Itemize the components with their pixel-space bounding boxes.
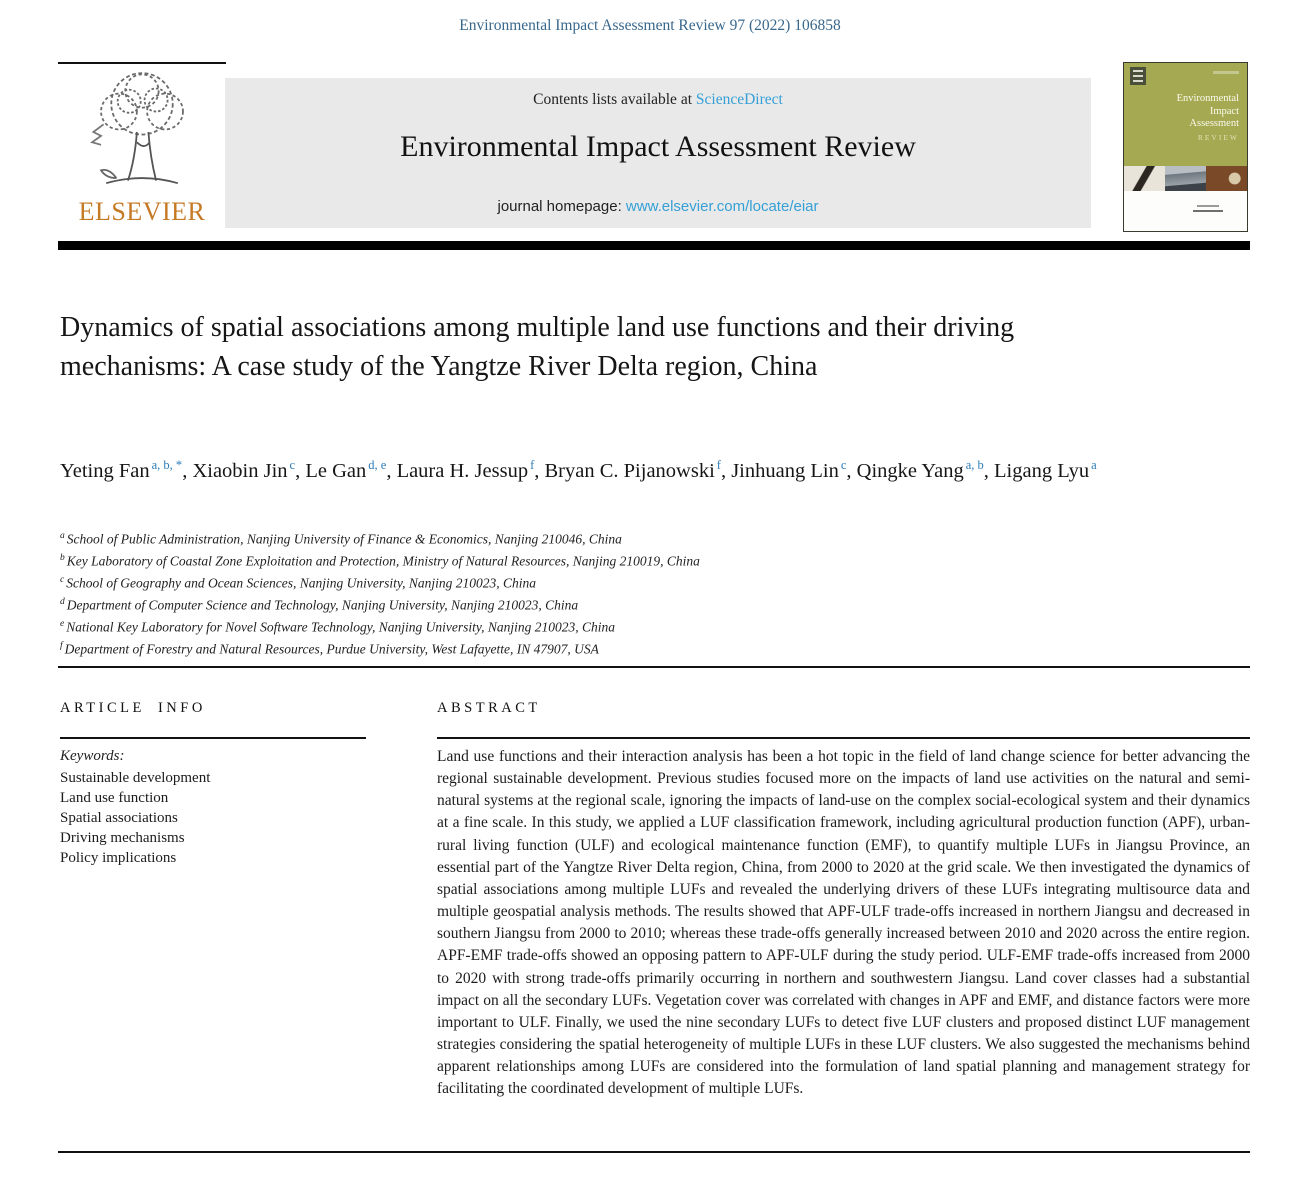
affiliation-text: Department of Computer Science and Technology, Nanjing University, Nanjing 210023, China [66,597,579,613]
author-name: Bryan C. Pijanowski [544,459,715,482]
author [545,460,732,482]
cover-photo-strip [1124,166,1247,191]
author-name: Yeting Fan [60,459,150,482]
abstract-text: Land use functions and their interaction analysis has been a hot topic in the field of land change science for better advancing the regional sustainable development. Previous studies focused more on the impacts of land use activities on the natural and semi-natural systems at the regional scale, ignoring the impacts of land-use on the complex social-ecological system and their dynamics at a fine scale. In this study, we applied a LUF classification framework, including agricultural production function (APF), urban-rural living function (ULF) and ecological maintenance function (EMF), to quantify multiple LUFs in Jiangsu Province, an essential part of the Yangtze River Delta region, China, from 2000 to 2020 at the grid scale. We then investigated the dynamics of spatial associations among multiple LUFs and revealed the underlying drivers of these LUFs integrating multisource data and multiple geospatial analysis methods. The results showed that APF-ULF trade-offs increased in northern Jiangsu and decreased in southern Jiangsu from 2000 to 2010; whereas these trade-offs generally increased between 2010 and 2020 across the entire region. APF-EMF trade-offs showed an opposing pattern to APF-ULF during the study period. ULF-EMF trade-offs increased from 2000 to 2020 with strong trade-offs primarily occurring in northern and southwestern Jiangsu. Land cover classes had a substantial impact on all the secondary LUFs. Vegetation cover was correlated with changes in APF and EMF, and distance factors were more important to ULF. Finally, we used the nine secondary LUFs to detect five LUF clusters and proposed distinct LUF management strategies considering the spatial heterogeneity of multiple LUFs in these LUF clusters. We also suggested the mechanisms behind apparent relationships among LUFs are considered into the formulation of land spatial planning and management strategy for facilitating the coordinated development of multiple LUFs. [437,748,1250,1098]
affiliation-text: Department of Forestry and Natural Resources, Purdue University, West Lafayette, IN 47907, USA [64,641,599,657]
affiliation-sup: e [60,619,65,629]
cover-review-label: REVIEW [1197,133,1239,142]
elsevier-wordmark: ELSEVIER [78,197,206,226]
elsevier-logo [58,62,226,234]
journal-citation: Environmental Impact Assessment Review 97 (2022) 106858 [459,17,841,34]
author-separator: , [386,459,397,482]
sciencedirect-link[interactable]: ScienceDirect [695,91,783,108]
cover-footer [1124,191,1247,232]
article-info-heading: ARTICLE INFO [60,700,206,716]
cover-title-line: Assessment [1189,118,1239,129]
author-separator: , [720,459,732,482]
author-separator: , [182,459,193,482]
affiliation-text: Key Laboratory of Coastal Zone Exploitation and Protection, Ministry of Natural Resources, Nanjing 210019, China [66,553,700,569]
affiliation-sup: c [60,575,65,585]
header-divider-bar [58,241,1250,250]
keyword-item: Sustainable development [60,770,211,786]
keyword-item: Driving mechanisms [60,830,185,846]
cover-title [1177,93,1239,131]
keyword-item: Spatial associations [60,810,178,826]
keywords-list [60,768,210,868]
author-affiliation-sup: d, e [368,458,387,472]
journal-header [58,62,1250,234]
affiliation [60,549,1040,571]
affiliation [60,593,1040,615]
author [397,460,545,482]
affiliation-sup: f [60,641,63,651]
cover-title-line: Impact [1209,105,1239,117]
author-list [60,450,1105,487]
author [60,460,192,482]
affiliation-sup: b [60,553,65,563]
author-affiliation-sup: a, b, * [151,458,183,472]
homepage-link[interactable]: www.elsevier.com/locate/eiar [625,198,819,215]
affiliation [60,615,1040,637]
cover-title-line: Environmental [1176,93,1239,104]
journal-title: Environmental Impact Assessment Review [400,130,916,163]
affiliation-text: National Key Laboratory for Novel Software Technology, Nanjing University, Nanjing 210023, China [66,619,615,635]
keyword-item: Land use function [60,790,169,806]
author-name: Xiaobin Jin [192,459,288,482]
keyword-item: Policy implications [60,850,177,866]
abstract-heading: ABSTRACT [437,700,541,716]
cover-photo-2 [1165,166,1206,191]
cover-photo-1 [1124,166,1165,191]
author-affiliation-sup: f [716,458,721,472]
journal-banner [225,78,1091,228]
author-name: Jinhuang Lin [731,459,839,482]
author-affiliation-sup: f [530,458,535,472]
article-info-rule [60,737,366,739]
author [731,460,856,482]
author-separator: , [534,459,545,482]
author [994,460,1097,482]
affiliation [60,637,1040,659]
elsevier-tree-icon [78,68,206,196]
homepage-label: journal homepage: [497,198,626,215]
abstract-rule [437,737,1250,739]
author-separator: , [846,459,857,482]
author-affiliation-sup: c [289,458,296,472]
homepage-line [225,198,1091,215]
affiliation [60,527,1040,549]
contents-text: Contents lists available at [533,91,696,108]
cover-photo-3 [1206,166,1247,191]
author-affiliation-sup: a [1091,458,1097,472]
author-name: Le Gan [305,459,367,482]
affiliation [60,571,1040,593]
author [305,460,396,482]
author-name: Ligang Lyu [994,459,1090,482]
affiliation-list [60,527,1040,659]
cover-logo-icon [1130,67,1146,85]
journal-cover-thumbnail [1123,62,1248,232]
affiliation-text: School of Geography and Ocean Sciences, Nanjing University, Nanjing 210023, China [66,575,537,591]
author [192,460,305,482]
section-divider-bottom [58,1151,1250,1153]
affiliation-sup: d [60,597,65,607]
author-name: Qingke Yang [856,459,964,482]
section-divider-top [58,666,1250,668]
author-separator: , [295,459,306,482]
keywords-label: Keywords: [60,748,125,764]
author-name: Laura H. Jessup [396,459,529,482]
contents-line [225,91,1091,109]
author-affiliation-sup: c [840,458,847,472]
affiliation-text: School of Public Administration, Nanjing University of Finance & Economics, Nanjing 210046, China [66,531,622,547]
author-affiliation-sup: a, b [965,458,984,472]
article-title: Dynamics of spatial associations among multiple land use functions and their driving mechanisms: A case study of the Yangtze River Delta region, China [60,312,1015,382]
cover-volume-info [1213,71,1239,74]
author-separator: , [983,459,995,482]
author [857,460,994,482]
affiliation-sup: a [60,531,65,541]
